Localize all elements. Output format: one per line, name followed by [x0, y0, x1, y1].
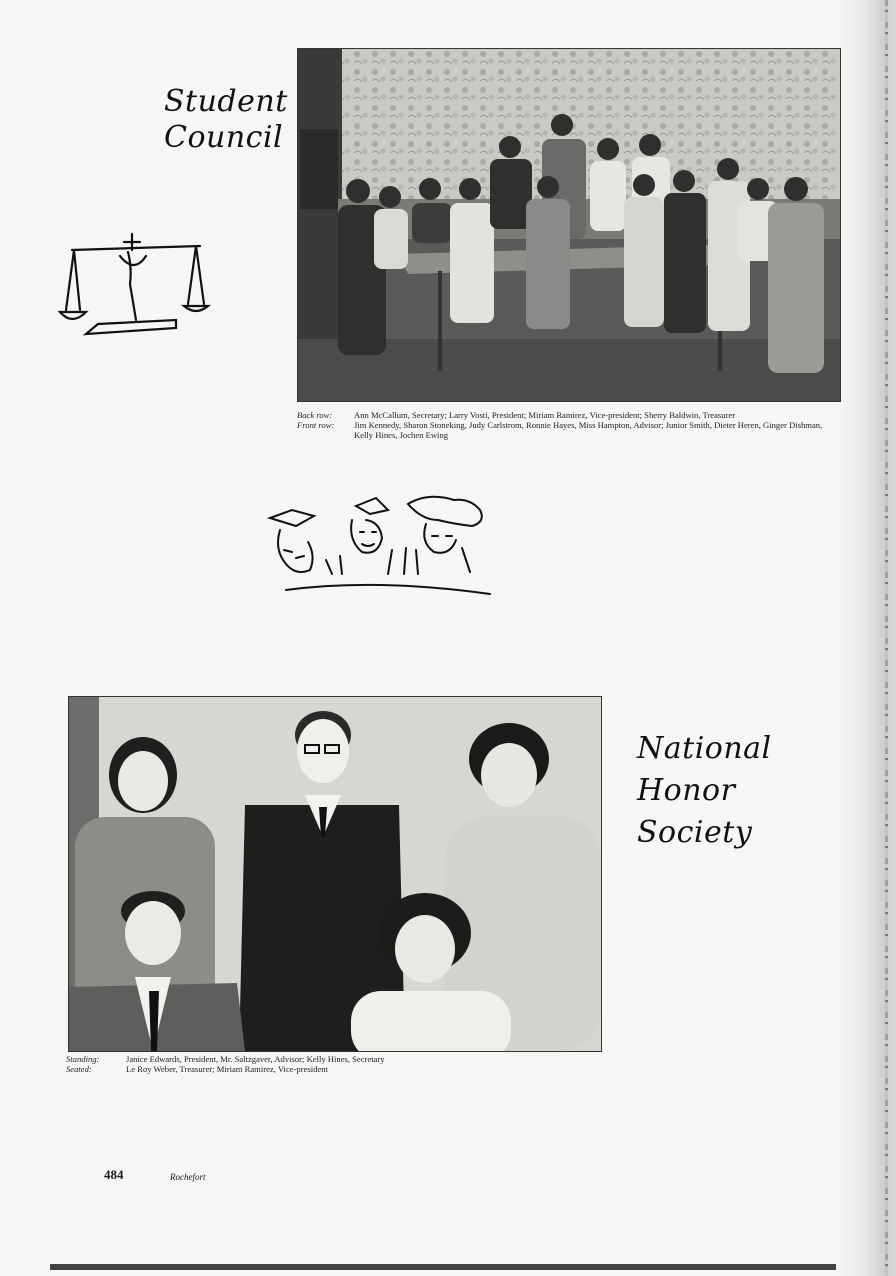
scholars-doodle-illustration: [266, 490, 496, 598]
page-edge: [885, 0, 888, 1276]
honor-society-heading: [637, 728, 772, 854]
honor-society-heading-line-2: Honor: [637, 773, 736, 808]
honor-society-heading-line-1: National: [637, 731, 772, 766]
page-bottom-shadow: [50, 1264, 836, 1270]
honor-society-caption: [66, 1054, 506, 1074]
student-council-heading-line-1: Student: [164, 84, 288, 119]
honor-society-heading-line-3: Society: [637, 815, 753, 850]
student-council-caption: [297, 410, 837, 440]
front-row-label: Front row:: [297, 420, 335, 430]
seated-label: Seated:: [66, 1064, 92, 1074]
back-row-label: Back row:: [297, 410, 333, 420]
scales-of-justice-illustration: [58, 228, 218, 346]
seated-names: Le Roy Weber, Treasurer; Miriam Ramirez, Vice-president: [126, 1064, 328, 1074]
running-title: Rochefort: [170, 1172, 206, 1182]
student-council-heading-line-2: Council: [164, 120, 284, 155]
student-council-photo: [297, 48, 841, 402]
honor-society-photo: [68, 696, 602, 1052]
page-number: 484: [104, 1167, 124, 1182]
back-row-names: Ann McCallum, Secretary; Larry Vosti, President; Miriam Ramirez, Vice-president; Sherry Baldwin, Treasurer: [354, 410, 736, 420]
standing-label: Standing:: [66, 1054, 100, 1064]
student-council-heading: [164, 84, 288, 156]
front-row-names: Jim Kennedy, Sharon Stoneking, Judy Carlstrom, Ronnie Hayes, Miss Hampton, Advisor; Junior Smith, Dieter Heren, Ginger Dishman, Kelly Hines, Jochen Ewing: [354, 420, 823, 440]
standing-names: Janice Edwards, President, Mr. Saltzgaver, Advisor; Kelly Hines, Secretary: [126, 1054, 385, 1064]
